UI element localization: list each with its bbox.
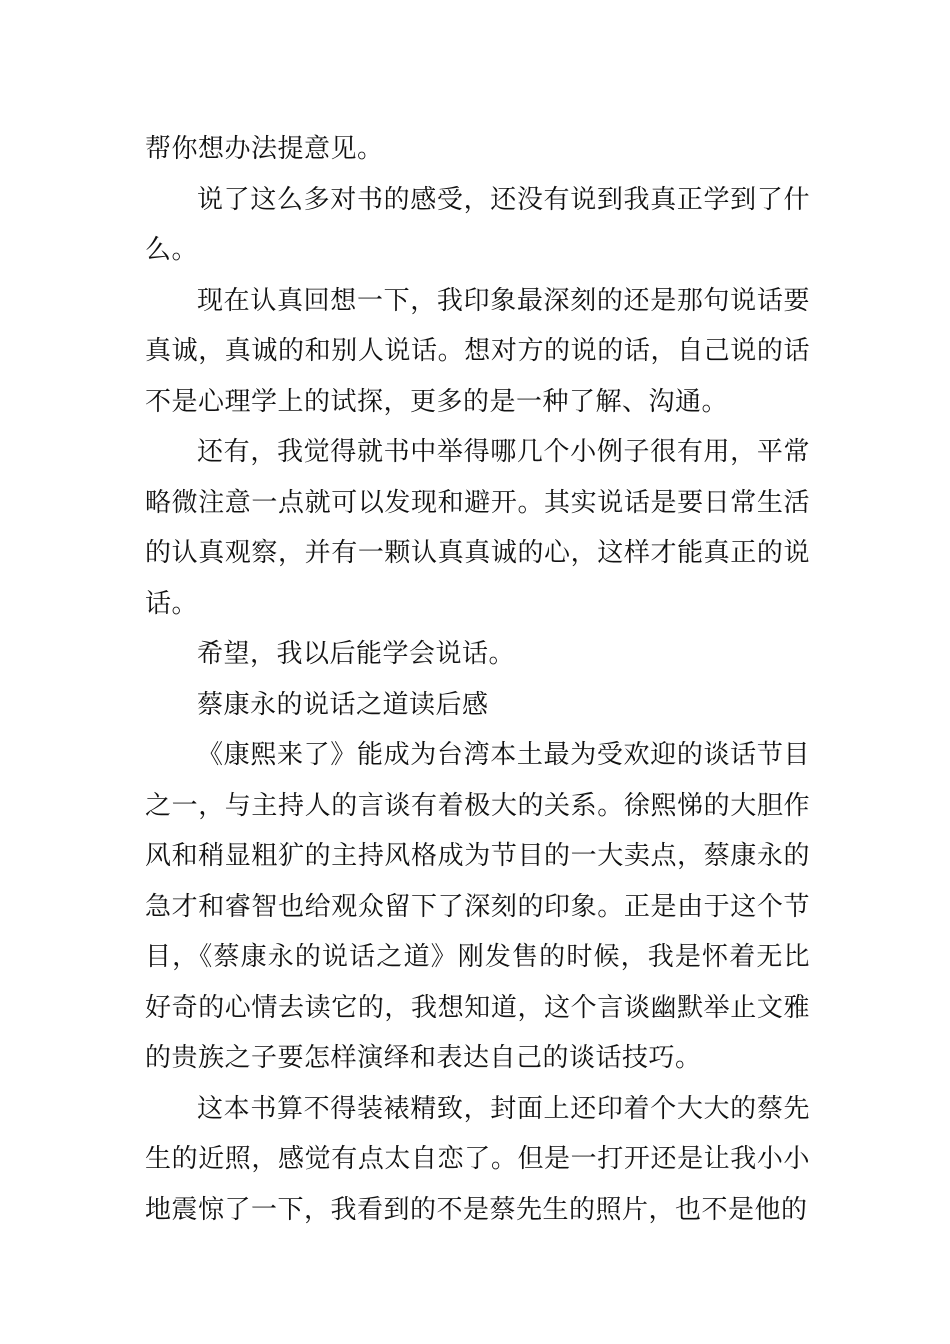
paragraph-continuation: 帮你想办法提意见。 (145, 134, 384, 164)
section-title: 蔡康永的说话之道读后感 (197, 689, 489, 720)
paragraph: 希望，我以后能学会说话。 (197, 639, 516, 669)
paragraph: 说了这么多对书的感受，还没有说到我真正学到了什么。 (145, 184, 810, 265)
paragraph: 还有，我觉得就书中举得哪几个小例子很有用，平常略微注意一点就可以发现和避开。其实说话是要日常生活的认真观察，并有一颗认真真诚的心，这样才能真正的说话。 (145, 437, 810, 619)
paragraph: 《康熙来了》能成为台湾本土最为受欢迎的谈话节目之一，与主持人的言谈有着极大的关系。徐熙悌的大胆作风和稍显粗犷的主持风格成为节目的一大卖点，蔡康永的急才和睿智也给观众留下了深刻的印象。正是由于这个节目，《蔡康永的说话之道》刚发售的时候，我是怀着无比好奇的心情去读它的，我想知道，这个言谈幽默举止文雅的贵族之子要怎样演绎和表达自己的谈话技巧。 (145, 740, 810, 1073)
paragraph: 这本书算不得装裱精致，封面上还印着个大大的蔡先生的近照，感觉有点太自恋了。但是一打开还是让我小小地震惊了一下，我看到的不是蔡先生的照片，也不是他的 (145, 1093, 810, 1225)
document-body (145, 124, 810, 1235)
paragraph: 现在认真回想一下，我印象最深刻的还是那句说话要真诚，真诚的和别人说话。想对方的说的话，自己说的话不是心理学上的试探，更多的是一种了解、沟通。 (145, 285, 810, 417)
